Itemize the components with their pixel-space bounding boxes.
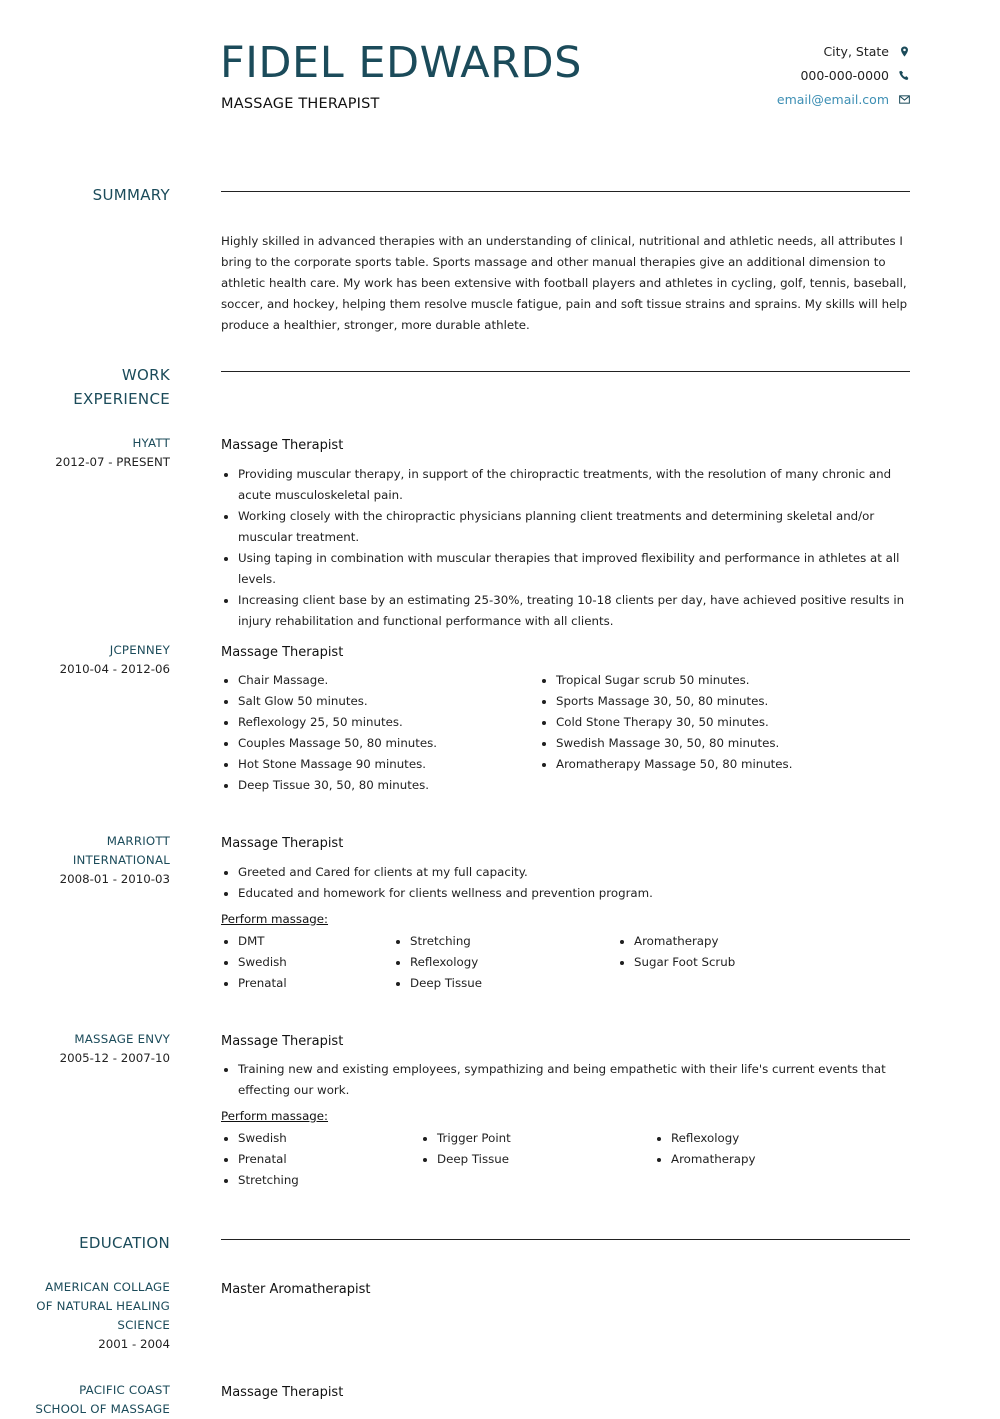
list-item: • Using taping in combination with muscular therapies that improved flexibility and performance in athletes at all levels. bbox=[238, 548, 911, 590]
list-item: • Salt Glow 50 minutes. bbox=[238, 691, 538, 712]
job-bullets bbox=[221, 1059, 911, 1101]
phone-icon bbox=[899, 70, 910, 81]
job-company bbox=[73, 832, 170, 870]
job-dates: 2010-04 - 2012-06 bbox=[59, 662, 170, 676]
list-item: • Hot Stone Massage 90 minutes. bbox=[238, 754, 538, 775]
list-item: • Greeted and Cared for clients at my full capacity. bbox=[238, 862, 911, 883]
list-item: • Stretching bbox=[410, 931, 610, 952]
list-item: • Deep Tissue 30, 50, 80 minutes. bbox=[238, 775, 538, 796]
list-item: • Swedish bbox=[238, 952, 388, 973]
job-company: MASSAGE ENVY bbox=[74, 1032, 170, 1046]
email-link[interactable]: email@email.com bbox=[776, 92, 889, 107]
list-item: • Stretching bbox=[238, 1170, 418, 1191]
job-bullets bbox=[221, 464, 911, 632]
school-dates: 2001 - 2004 bbox=[98, 1337, 170, 1351]
school-line: OF NATURAL HEALING bbox=[36, 1299, 170, 1313]
degree: Master Aromatherapist bbox=[221, 1282, 371, 1297]
massage-col1 bbox=[221, 1128, 418, 1191]
list-item: • Deep Tissue bbox=[410, 973, 610, 994]
contact-email[interactable] bbox=[777, 92, 910, 107]
phone-text: 000-000-0000 bbox=[800, 68, 889, 83]
list-item: • Couples Massage 50, 80 minutes. bbox=[238, 733, 538, 754]
list-item: • Reflexology bbox=[410, 952, 610, 973]
location-text: City, State bbox=[823, 44, 889, 59]
school-line: AMERICAN COLLAGE bbox=[45, 1280, 170, 1294]
list-item: • Training new and existing employees, sympathizing and being empathetic with their life's current events that effecting our work. bbox=[238, 1059, 911, 1101]
work-divider bbox=[221, 371, 910, 372]
job-dates: 2012-07 - PRESENT bbox=[55, 455, 170, 469]
job-company: HYATT bbox=[132, 436, 170, 450]
job-company: JCPENNEY bbox=[109, 643, 170, 657]
job-bullets-col1 bbox=[221, 670, 538, 796]
summary-text: Highly skilled in advanced therapies with an understanding of clinical, nutritional and athletic needs, all attributes I bring to the corporate sports table. Sports massage and other manual therapies give an additional dimension to athletic health care. My work has been extensive with football players and athletes in cycling, golf, tennis, baseball, soccer, and hockey, helping them resolve muscle fatigue, pain and soft tissue strains and sprains. My skills will help produce a healthier, stronger, more durable athlete. bbox=[221, 234, 908, 332]
list-item: • Tropical Sugar scrub 50 minutes. bbox=[556, 670, 896, 691]
massage-col3 bbox=[617, 931, 854, 973]
list-item: • Cold Stone Therapy 30, 50 minutes. bbox=[556, 712, 896, 733]
perform-massage-subheading: Perform massage: bbox=[221, 912, 329, 926]
list-item: • Aromatherapy bbox=[634, 931, 854, 952]
contact-phone bbox=[800, 68, 910, 83]
list-item: • Sports Massage 30, 50, 80 minutes. bbox=[556, 691, 896, 712]
job-role: Massage Therapist bbox=[221, 1034, 344, 1049]
work-experience-heading bbox=[73, 363, 170, 411]
company-line: INTERNATIONAL bbox=[72, 853, 170, 867]
job-dates: 2008-01 - 2010-03 bbox=[59, 872, 170, 886]
list-item: • Trigger Point bbox=[437, 1128, 637, 1149]
list-item: • Swedish Massage 30, 50, 80 minutes. bbox=[556, 733, 896, 754]
list-item: • Chair Massage. bbox=[238, 670, 538, 691]
list-item: • Providing muscular therapy, in support of the chiropractic treatments, with the resolution of many chronic and acute musculoskeletal pain. bbox=[238, 464, 911, 506]
list-item: • Reflexology bbox=[671, 1128, 871, 1149]
envelope-icon bbox=[899, 94, 910, 105]
job-bullets bbox=[221, 862, 911, 904]
education-divider bbox=[221, 1239, 910, 1240]
job-role: Massage Therapist bbox=[221, 438, 344, 453]
perform-massage-subheading: Perform massage: bbox=[221, 1109, 329, 1123]
list-item: • Deep Tissue bbox=[437, 1149, 637, 1170]
list-item: • Aromatherapy bbox=[671, 1149, 871, 1170]
list-item: • Prenatal bbox=[238, 973, 388, 994]
list-item: • DMT bbox=[238, 931, 388, 952]
job-dates: 2005-12 - 2007-10 bbox=[59, 1051, 170, 1065]
list-item: • Working closely with the chiropractic physicians planning client treatments and determining skeletal and/or muscular treatment. bbox=[238, 506, 911, 548]
job-role: Massage Therapist bbox=[221, 836, 344, 851]
school-line: SCHOOL OF MASSAGE bbox=[35, 1402, 170, 1416]
school-name bbox=[35, 1381, 170, 1419]
school-line: PACIFIC COAST bbox=[79, 1383, 170, 1397]
degree: Massage Therapist bbox=[221, 1385, 344, 1400]
list-item: • Aromatherapy Massage 50, 80 minutes. bbox=[556, 754, 896, 775]
job-title: MASSAGE THERAPIST bbox=[221, 96, 380, 112]
list-item: • Prenatal bbox=[238, 1149, 418, 1170]
list-item: • Swedish bbox=[238, 1128, 418, 1149]
job-role: Massage Therapist bbox=[221, 645, 344, 660]
list-item: • Reflexology 25, 50 minutes. bbox=[238, 712, 538, 733]
massage-col2 bbox=[393, 931, 610, 994]
work-heading-line1: WORK bbox=[121, 366, 170, 384]
candidate-name: FIDEL EDWARDS bbox=[220, 38, 582, 88]
school-name bbox=[36, 1278, 170, 1335]
list-item: • Educated and homework for clients wellness and prevention program. bbox=[238, 883, 911, 904]
massage-col2 bbox=[420, 1128, 637, 1170]
contact-location bbox=[823, 44, 910, 59]
summary-divider bbox=[221, 191, 910, 192]
summary-heading: SUMMARY bbox=[92, 186, 170, 204]
list-item: • Increasing client base by an estimating 25-30%, treating 10-18 clients per day, have achieved positive results in injury rehabilitation and functional performance with all clients. bbox=[238, 590, 911, 632]
school-line: SCIENCE bbox=[117, 1318, 170, 1332]
massage-col1 bbox=[221, 931, 388, 994]
list-item: • Sugar Foot Scrub bbox=[634, 952, 854, 973]
massage-col3 bbox=[654, 1128, 871, 1170]
work-heading-line2: EXPERIENCE bbox=[73, 390, 170, 408]
company-line: MARRIOTT bbox=[106, 834, 170, 848]
job-bullets-col2 bbox=[539, 670, 896, 775]
map-marker-icon bbox=[899, 46, 910, 57]
education-heading: EDUCATION bbox=[79, 1234, 170, 1252]
